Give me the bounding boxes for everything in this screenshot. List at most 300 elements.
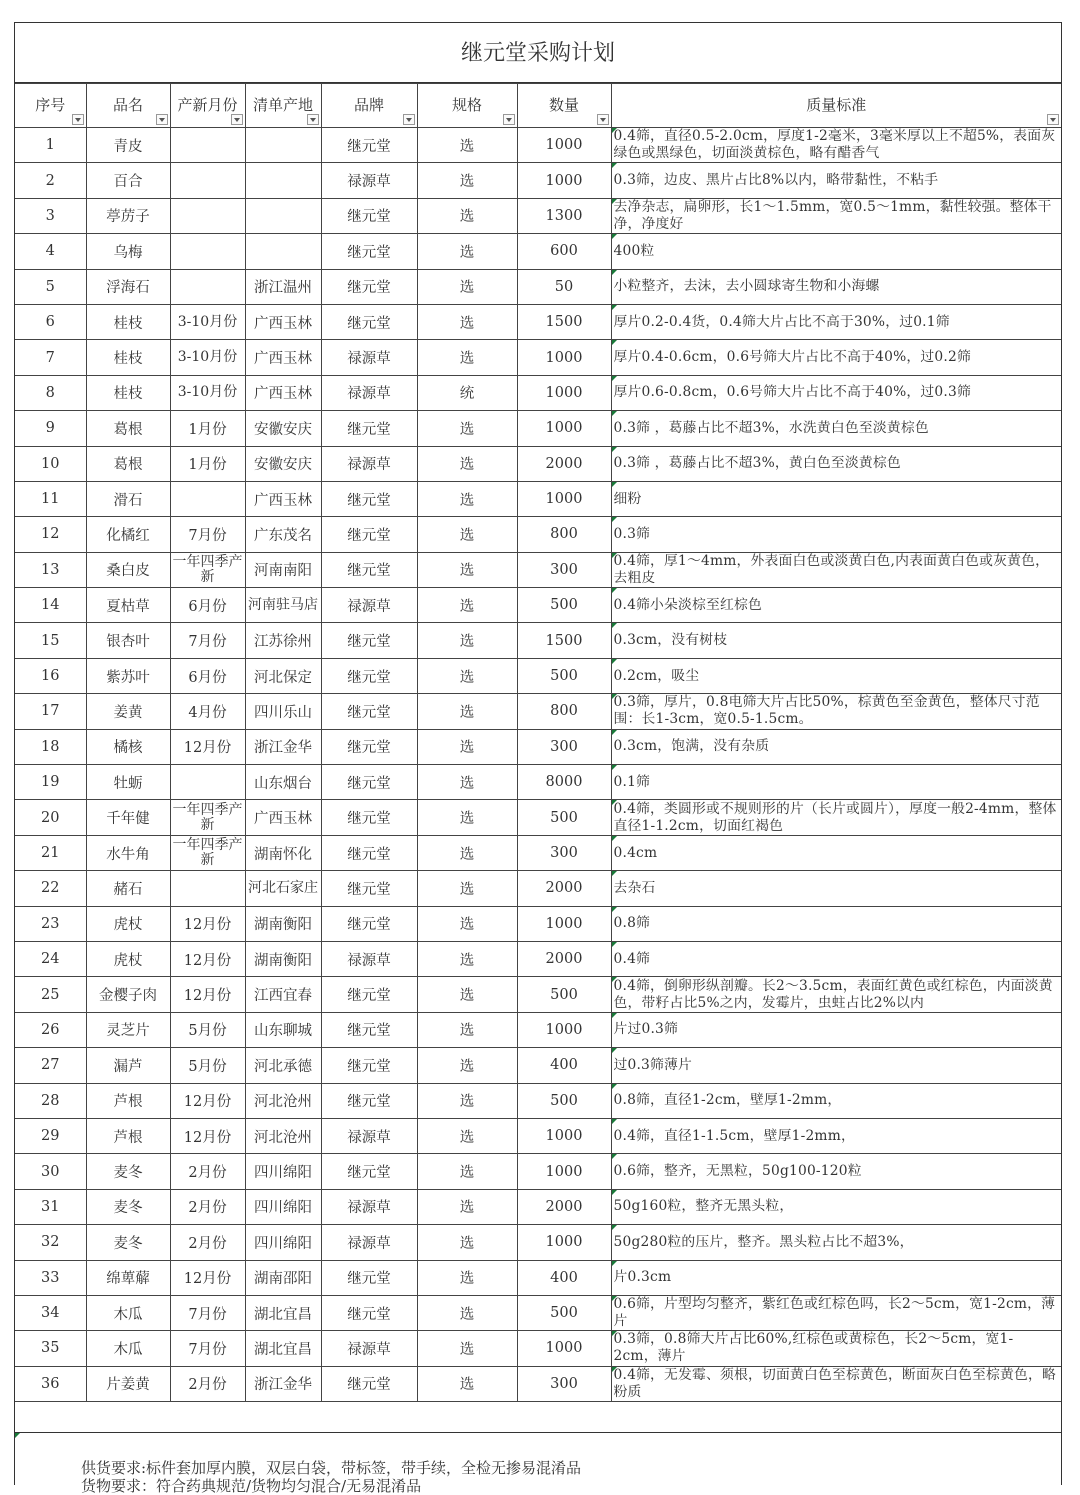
table-cell[interactable]: 湖北宜昌 (245, 1295, 321, 1330)
table-cell[interactable]: 50g160粒，整齐无黑头粒， (611, 1189, 1061, 1224)
table-cell[interactable]: 继元堂 (321, 729, 417, 764)
table-cell[interactable]: 厚片0.2-0.4货，0.4筛大片占比不高于30%，过0.1筛 (611, 304, 1061, 339)
table-cell[interactable]: 29 (15, 1118, 86, 1153)
table-cell[interactable]: 0.3cm，饱满，没有杂质 (611, 729, 1061, 764)
table-cell[interactable]: 厚片0.4-0.6cm，0.6号筛大片占比不高于40%，过0.2筛 (611, 340, 1061, 375)
table-cell[interactable]: 300 (517, 729, 611, 764)
table-cell[interactable]: 5 (15, 269, 86, 304)
table-cell[interactable]: 16 (15, 658, 86, 693)
table-cell[interactable]: 3-10月份 (170, 375, 245, 410)
table-cell[interactable]: 0.4筛 (611, 941, 1061, 976)
table-cell[interactable]: 1000 (517, 1331, 611, 1366)
table-cell[interactable]: 浙江金华 (245, 1366, 321, 1401)
table-cell[interactable]: 3-10月份 (170, 304, 245, 339)
table-cell[interactable]: 江苏徐州 (245, 623, 321, 658)
table-cell[interactable]: 去杂石 (611, 871, 1061, 906)
table-cell[interactable]: 7月份 (170, 1331, 245, 1366)
table-cell[interactable]: 浙江温州 (245, 269, 321, 304)
table-cell[interactable]: 选 (417, 1154, 517, 1189)
table-cell[interactable]: 金樱子肉 (86, 977, 170, 1012)
table-cell[interactable]: 千年健 (86, 800, 170, 835)
table-cell[interactable]: 一年四季产新 (170, 835, 245, 870)
table-cell[interactable]: 1月份 (170, 446, 245, 481)
table-cell[interactable]: 2000 (517, 871, 611, 906)
table-cell[interactable]: 22 (15, 871, 86, 906)
table-cell[interactable]: 17 (15, 694, 86, 729)
table-cell[interactable]: 2月份 (170, 1225, 245, 1260)
table-cell[interactable]: 继元堂 (321, 517, 417, 552)
table-cell[interactable]: 片0.3cm (611, 1260, 1061, 1295)
table-cell[interactable]: 0.4筛，无发霉、须根，切面黄白色至棕黄色，断面灰白色至棕黄色，略粉质 (611, 1366, 1061, 1401)
table-cell[interactable]: 四川绵阳 (245, 1225, 321, 1260)
table-cell[interactable]: 桑白皮 (86, 552, 170, 587)
table-cell[interactable]: 4月份 (170, 694, 245, 729)
table-cell[interactable] (170, 871, 245, 906)
table-cell[interactable]: 广西玉林 (245, 481, 321, 516)
table-row (15, 1083, 1061, 1118)
table-cell[interactable]: 湖南衡阳 (245, 906, 321, 941)
table-row (15, 517, 1061, 552)
table-cell[interactable]: 8 (15, 375, 86, 410)
table-cell[interactable]: 选 (417, 1295, 517, 1330)
table-cell[interactable]: 选 (417, 552, 517, 587)
table-cell[interactable]: 10 (15, 446, 86, 481)
table-cell[interactable] (170, 163, 245, 198)
table-cell[interactable]: 5月份 (170, 1012, 245, 1047)
table-cell[interactable]: 禄源草 (321, 1225, 417, 1260)
table-cell[interactable]: 400 (517, 1048, 611, 1083)
table-cell[interactable]: 细粉 (611, 481, 1061, 516)
filter-dropdown-icon[interactable] (1047, 114, 1059, 125)
table-row (15, 800, 1061, 835)
table-cell[interactable]: 300 (517, 552, 611, 587)
table-cell[interactable]: 统 (417, 375, 517, 410)
table-cell[interactable]: 500 (517, 800, 611, 835)
table-cell[interactable]: 1 (15, 128, 86, 163)
table-cell[interactable]: 麦冬 (86, 1225, 170, 1260)
table-cell[interactable]: 1000 (517, 340, 611, 375)
table-cell[interactable]: 虎杖 (86, 906, 170, 941)
table-cell[interactable]: 桂枝 (86, 304, 170, 339)
filter-dropdown-icon[interactable] (72, 114, 84, 125)
table-cell[interactable]: 20 (15, 800, 86, 835)
table-cell[interactable]: 0.4筛，厚1～4mm，外表面白色或淡黄白色,内表面黄白色或灰黄色，去粗皮 (611, 552, 1061, 587)
table-cell[interactable]: 赭石 (86, 871, 170, 906)
table-cell[interactable]: 1500 (517, 623, 611, 658)
table-cell[interactable]: 禄源草 (321, 588, 417, 623)
table-cell[interactable]: 继元堂 (321, 765, 417, 800)
table-cell[interactable]: 选 (417, 1225, 517, 1260)
table-cell[interactable]: 片姜黄 (86, 1366, 170, 1401)
table-cell[interactable]: 选 (417, 411, 517, 446)
table-cell[interactable]: 12月份 (170, 1118, 245, 1153)
table-cell[interactable]: 继元堂 (321, 234, 417, 269)
table-cell[interactable]: 一年四季产新 (170, 552, 245, 587)
table-cell[interactable] (245, 198, 321, 233)
table-cell[interactable]: 继元堂 (321, 906, 417, 941)
table-cell[interactable]: 河南南阳 (245, 552, 321, 587)
table-cell[interactable]: 500 (517, 977, 611, 1012)
table-cell[interactable]: 50 (517, 269, 611, 304)
table-cell[interactable]: 继元堂 (321, 552, 417, 587)
table-cell[interactable]: 0.4筛，直径0.5-2.0cm，厚度1-2毫米，3毫米厚以上不超5%，表面灰绿色或黑绿色，切面淡黄棕色，略有醋香气 (611, 128, 1061, 163)
table-cell[interactable]: 滑石 (86, 481, 170, 516)
table-cell[interactable]: 6 (15, 304, 86, 339)
table-cell[interactable]: 继元堂 (321, 1083, 417, 1118)
table-cell[interactable]: 橘核 (86, 729, 170, 764)
table-cell[interactable]: 12月份 (170, 729, 245, 764)
table-cell[interactable]: 0.4cm (611, 835, 1061, 870)
table-cell[interactable] (245, 234, 321, 269)
table-cell[interactable]: 1000 (517, 1225, 611, 1260)
table-cell[interactable]: 0.2cm，吸尘 (611, 658, 1061, 693)
table-cell[interactable]: 选 (417, 906, 517, 941)
table-cell[interactable]: 0.3筛，厚片，0.8电筛大片占比50%，棕黄色至金黄色，整体尺寸范围：长1-3cm，宽0.5-1.5cm。 (611, 694, 1061, 729)
table-cell[interactable]: 选 (417, 517, 517, 552)
table-cell[interactable]: 禄源草 (321, 163, 417, 198)
table-cell[interactable]: 选 (417, 694, 517, 729)
table-cell[interactable]: 24 (15, 941, 86, 976)
table-cell[interactable]: 2000 (517, 941, 611, 976)
table-cell[interactable]: 1000 (517, 1154, 611, 1189)
table-cell[interactable]: 0.3筛，0.8筛大片占比60%,红棕色或黄棕色，长2～5cm，宽1-2cm，薄片 (611, 1331, 1061, 1366)
table-cell[interactable]: 50g280粒的压片，整齐。黑头粒占比不超3%， (611, 1225, 1061, 1260)
table-cell[interactable]: 选 (417, 234, 517, 269)
table-cell[interactable]: 选 (417, 340, 517, 375)
table-cell[interactable]: 桂枝 (86, 375, 170, 410)
table-cell[interactable]: 12月份 (170, 906, 245, 941)
table-cell[interactable]: 绵萆薢 (86, 1260, 170, 1295)
table-cell[interactable]: 2000 (517, 1189, 611, 1224)
table-cell[interactable]: 13 (15, 552, 86, 587)
table-cell[interactable]: 7月份 (170, 1295, 245, 1330)
table-cell[interactable]: 1000 (517, 906, 611, 941)
table-cell[interactable]: 继元堂 (321, 411, 417, 446)
table-cell[interactable]: 四川乐山 (245, 694, 321, 729)
table-cell[interactable]: 选 (417, 304, 517, 339)
table-cell[interactable]: 选 (417, 163, 517, 198)
table-cell[interactable]: 选 (417, 977, 517, 1012)
table-cell[interactable]: 9 (15, 411, 86, 446)
table-cell[interactable]: 34 (15, 1295, 86, 1330)
table-cell[interactable]: 广西玉林 (245, 800, 321, 835)
table-cell[interactable]: 18 (15, 729, 86, 764)
table-cell[interactable]: 7月份 (170, 517, 245, 552)
table-cell[interactable]: 8000 (517, 765, 611, 800)
table-cell[interactable]: 300 (517, 835, 611, 870)
table-cell[interactable]: 1000 (517, 411, 611, 446)
table-cell[interactable]: 麦冬 (86, 1154, 170, 1189)
table-cell[interactable]: 选 (417, 1260, 517, 1295)
table-cell[interactable]: 灵芝片 (86, 1012, 170, 1047)
table-cell[interactable]: 28 (15, 1083, 86, 1118)
table-cell[interactable]: 选 (417, 1331, 517, 1366)
table-cell[interactable]: 继元堂 (321, 1154, 417, 1189)
table-cell[interactable]: 浮海石 (86, 269, 170, 304)
table-cell[interactable]: 500 (517, 588, 611, 623)
table-cell[interactable]: 芦根 (86, 1118, 170, 1153)
table-cell[interactable]: 麦冬 (86, 1189, 170, 1224)
table-cell[interactable]: 选 (417, 446, 517, 481)
table-cell[interactable]: 2000 (517, 446, 611, 481)
table-cell[interactable]: 水牛角 (86, 835, 170, 870)
table-cell[interactable]: 32 (15, 1225, 86, 1260)
table-cell[interactable]: 0.4筛，倒卵形纵剖瓣。长2～3.5cm，表面红黄色或红棕色，内面淡黄色，带籽占比5%之内，发霉片，虫蛀占比2%以内 (611, 977, 1061, 1012)
table-cell[interactable]: 湖北宜昌 (245, 1331, 321, 1366)
table-cell[interactable]: 过0.3筛薄片 (611, 1048, 1061, 1083)
table-cell[interactable]: 河北沧州 (245, 1083, 321, 1118)
table-cell[interactable]: 26 (15, 1012, 86, 1047)
table-cell[interactable]: 33 (15, 1260, 86, 1295)
table-cell[interactable]: 1000 (517, 375, 611, 410)
table-cell[interactable]: 12月份 (170, 977, 245, 1012)
table-cell[interactable]: 0.6筛，整齐，无黑粒，50g100-120粒 (611, 1154, 1061, 1189)
table-cell[interactable]: 0.1筛 (611, 765, 1061, 800)
table-cell[interactable]: 葛根 (86, 411, 170, 446)
table-cell[interactable]: 继元堂 (321, 481, 417, 516)
table-cell[interactable]: 2月份 (170, 1154, 245, 1189)
table-cell[interactable]: 0.3筛，边皮、黑片占比8%以内，略带黏性，不粘手 (611, 163, 1061, 198)
table-cell[interactable]: 0.4筛，类圆形或不规则形的片（长片或圆片），厚度一般2-4mm，整体直径1-1.2cm，切面红褐色 (611, 800, 1061, 835)
table-cell[interactable]: 葛根 (86, 446, 170, 481)
table-cell[interactable]: 浙江金华 (245, 729, 321, 764)
table-cell[interactable]: 广西玉林 (245, 304, 321, 339)
table-cell[interactable]: 芦根 (86, 1083, 170, 1118)
table-cell[interactable]: 选 (417, 1189, 517, 1224)
table-cell[interactable]: 继元堂 (321, 694, 417, 729)
table-cell[interactable]: 选 (417, 1012, 517, 1047)
table-cell[interactable]: 0.3筛 ，葛藤占比不超3%，水洗黄白色至淡黄棕色 (611, 411, 1061, 446)
table-cell[interactable]: 0.4筛，直径1-1.5cm，壁厚1-2mm， (611, 1118, 1061, 1153)
table-cell[interactable]: 禄源草 (321, 340, 417, 375)
table-cell[interactable]: 继元堂 (321, 658, 417, 693)
table-cell[interactable]: 继元堂 (321, 835, 417, 870)
table-cell[interactable]: 虎杖 (86, 941, 170, 976)
table-cell[interactable]: 30 (15, 1154, 86, 1189)
table-cell[interactable]: 江西宜春 (245, 977, 321, 1012)
table-cell[interactable]: 1000 (517, 128, 611, 163)
table-cell[interactable]: 选 (417, 871, 517, 906)
table-cell[interactable]: 12月份 (170, 1260, 245, 1295)
table-cell[interactable]: 化橘红 (86, 517, 170, 552)
table-cell[interactable]: 23 (15, 906, 86, 941)
table-cell[interactable]: 21 (15, 835, 86, 870)
table-cell[interactable] (170, 128, 245, 163)
table-cell[interactable]: 紫苏叶 (86, 658, 170, 693)
table-cell[interactable]: 百合 (86, 163, 170, 198)
table-cell[interactable]: 继元堂 (321, 1295, 417, 1330)
table-cell[interactable]: 选 (417, 198, 517, 233)
table-cell[interactable]: 500 (517, 1083, 611, 1118)
table-cell[interactable]: 11 (15, 481, 86, 516)
table-cell[interactable]: 姜黄 (86, 694, 170, 729)
table-cell[interactable]: 选 (417, 481, 517, 516)
table-cell[interactable]: 0.4筛小朵淡棕至红棕色 (611, 588, 1061, 623)
table-cell[interactable]: 15 (15, 623, 86, 658)
table-cell[interactable]: 去净杂志，扁卵形，长1～1.5mm，宽0.5～1mm，黏性较强。整体干净，净度好 (611, 198, 1061, 233)
table-cell[interactable]: 禄源草 (321, 1189, 417, 1224)
table-cell[interactable]: 选 (417, 729, 517, 764)
table-cell[interactable]: 选 (417, 1118, 517, 1153)
table-cell[interactable]: 1月份 (170, 411, 245, 446)
table-cell[interactable]: 4 (15, 234, 86, 269)
table-cell[interactable]: 3 (15, 198, 86, 233)
table-cell[interactable]: 0.8筛，直径1-2cm，壁厚1-2mm， (611, 1083, 1061, 1118)
table-cell[interactable]: 选 (417, 1083, 517, 1118)
table-cell[interactable]: 400粒 (611, 234, 1061, 269)
table-cell[interactable]: 1300 (517, 198, 611, 233)
table-cell[interactable]: 选 (417, 658, 517, 693)
table-cell[interactable]: 河北沧州 (245, 1118, 321, 1153)
table-cell[interactable]: 安徽安庆 (245, 411, 321, 446)
table-cell[interactable]: 银杏叶 (86, 623, 170, 658)
table-cell[interactable]: 牡蛎 (86, 765, 170, 800)
table-cell[interactable]: 6月份 (170, 658, 245, 693)
table-cell[interactable]: 选 (417, 835, 517, 870)
table-cell[interactable]: 山东烟台 (245, 765, 321, 800)
table-cell[interactable] (170, 198, 245, 233)
table-cell[interactable]: 安徽安庆 (245, 446, 321, 481)
table-cell[interactable]: 1000 (517, 163, 611, 198)
table-cell[interactable]: 四川绵阳 (245, 1154, 321, 1189)
table-cell[interactable]: 禄源草 (321, 446, 417, 481)
table-cell[interactable]: 片过0.3筛 (611, 1012, 1061, 1047)
table-cell[interactable]: 选 (417, 623, 517, 658)
table-cell[interactable]: 葶苈子 (86, 198, 170, 233)
table-cell[interactable]: 1000 (517, 481, 611, 516)
table-cell[interactable]: 广西玉林 (245, 340, 321, 375)
table-cell[interactable]: 0.3筛 ，葛藤占比不超3%，黄白色至淡黄棕色 (611, 446, 1061, 481)
table-cell[interactable]: 厚片0.6-0.8cm，0.6号筛大片占比不高于40%，过0.3筛 (611, 375, 1061, 410)
table-cell[interactable]: 河北石家庄 (245, 871, 321, 906)
table-cell[interactable]: 19 (15, 765, 86, 800)
table-cell[interactable]: 5月份 (170, 1048, 245, 1083)
table-cell[interactable]: 继元堂 (321, 871, 417, 906)
table-cell[interactable]: 6月份 (170, 588, 245, 623)
table-cell[interactable]: 禄源草 (321, 375, 417, 410)
table-cell[interactable]: 800 (517, 517, 611, 552)
table-cell[interactable] (245, 163, 321, 198)
table-cell[interactable]: 湖南邵阳 (245, 1260, 321, 1295)
table-cell[interactable]: 12 (15, 517, 86, 552)
table-cell[interactable]: 山东聊城 (245, 1012, 321, 1047)
table-cell[interactable]: 35 (15, 1331, 86, 1366)
table-cell[interactable]: 12月份 (170, 1083, 245, 1118)
filter-dropdown-icon[interactable] (231, 114, 243, 125)
table-cell[interactable]: 乌梅 (86, 234, 170, 269)
table-cell[interactable]: 小粒整齐，去沫，去小圆球寄生物和小海螺 (611, 269, 1061, 304)
table-cell[interactable]: 继元堂 (321, 1012, 417, 1047)
table-cell[interactable]: 14 (15, 588, 86, 623)
filter-dropdown-icon[interactable] (156, 114, 168, 125)
table-cell[interactable]: 继元堂 (321, 128, 417, 163)
table-cell[interactable]: 2月份 (170, 1366, 245, 1401)
table-cell[interactable]: 0.3筛 (611, 517, 1061, 552)
table-cell[interactable]: 2月份 (170, 1189, 245, 1224)
table-cell[interactable]: 1500 (517, 304, 611, 339)
table-row (15, 1048, 1061, 1083)
table-cell[interactable]: 500 (517, 1295, 611, 1330)
table-cell[interactable]: 继元堂 (321, 1048, 417, 1083)
table-cell[interactable]: 夏枯草 (86, 588, 170, 623)
table-cell[interactable]: 木瓜 (86, 1295, 170, 1330)
table-cell[interactable]: 河北承德 (245, 1048, 321, 1083)
table-cell[interactable]: 湖南衡阳 (245, 941, 321, 976)
table-cell[interactable]: 27 (15, 1048, 86, 1083)
table-cell[interactable]: 继元堂 (321, 800, 417, 835)
table-cell[interactable]: 300 (517, 1366, 611, 1401)
table-cell[interactable]: 选 (417, 128, 517, 163)
filter-dropdown-icon[interactable] (307, 114, 319, 125)
table-cell[interactable]: 木瓜 (86, 1331, 170, 1366)
table-cell[interactable]: 选 (417, 800, 517, 835)
table-cell[interactable]: 广东茂名 (245, 517, 321, 552)
table-cell[interactable]: 继元堂 (321, 198, 417, 233)
table-cell[interactable]: 36 (15, 1366, 86, 1401)
table-cell[interactable] (170, 765, 245, 800)
table-cell[interactable]: 选 (417, 765, 517, 800)
table-cell[interactable]: 1000 (517, 1118, 611, 1153)
table-cell[interactable]: 0.6筛，片型均匀整齐，紫红色或红棕色吗，长2～5cm，宽1-2cm，薄片 (611, 1295, 1061, 1330)
table-cell[interactable]: 继元堂 (321, 1260, 417, 1295)
table-cell[interactable]: 湖南怀化 (245, 835, 321, 870)
table-cell[interactable]: 7月份 (170, 623, 245, 658)
table-cell[interactable]: 继元堂 (321, 977, 417, 1012)
table-cell[interactable]: 一年四季产新 (170, 800, 245, 835)
table-cell[interactable]: 禄源草 (321, 941, 417, 976)
table-cell[interactable]: 四川绵阳 (245, 1189, 321, 1224)
table-cell[interactable] (245, 128, 321, 163)
table-cell[interactable]: 12月份 (170, 941, 245, 976)
table-cell[interactable]: 400 (517, 1260, 611, 1295)
table-cell[interactable]: 选 (417, 1048, 517, 1083)
table-cell[interactable]: 漏芦 (86, 1048, 170, 1083)
filter-dropdown-icon[interactable] (597, 114, 609, 125)
table-cell[interactable]: 禄源草 (321, 1331, 417, 1366)
table-cell[interactable]: 7 (15, 340, 86, 375)
table-cell[interactable]: 3-10月份 (170, 340, 245, 375)
table-cell[interactable]: 继元堂 (321, 269, 417, 304)
table-cell[interactable]: 25 (15, 977, 86, 1012)
table-cell[interactable]: 500 (517, 658, 611, 693)
table-cell[interactable]: 0.3cm，没有树枝 (611, 623, 1061, 658)
table-cell[interactable]: 选 (417, 941, 517, 976)
table-cell[interactable]: 河南驻马店 (245, 588, 321, 623)
table-cell[interactable]: 选 (417, 1366, 517, 1401)
table-cell[interactable]: 600 (517, 234, 611, 269)
table-cell[interactable]: 2 (15, 163, 86, 198)
table-cell[interactable]: 选 (417, 588, 517, 623)
table-cell[interactable] (170, 481, 245, 516)
table-cell[interactable]: 河北保定 (245, 658, 321, 693)
table-cell[interactable] (170, 269, 245, 304)
table-cell[interactable]: 31 (15, 1189, 86, 1224)
table-cell[interactable]: 青皮 (86, 128, 170, 163)
table-cell[interactable]: 1000 (517, 1012, 611, 1047)
table-cell[interactable]: 禄源草 (321, 1118, 417, 1153)
table-cell[interactable]: 继元堂 (321, 623, 417, 658)
table-cell[interactable]: 广西玉林 (245, 375, 321, 410)
table-cell[interactable] (170, 234, 245, 269)
filter-dropdown-icon[interactable] (503, 114, 515, 125)
table-cell[interactable]: 800 (517, 694, 611, 729)
table-cell[interactable]: 继元堂 (321, 1366, 417, 1401)
table-cell[interactable]: 桂枝 (86, 340, 170, 375)
table-cell[interactable]: 选 (417, 269, 517, 304)
table-cell[interactable]: 继元堂 (321, 304, 417, 339)
table-cell[interactable]: 0.8筛 (611, 906, 1061, 941)
filter-dropdown-icon[interactable] (403, 114, 415, 125)
